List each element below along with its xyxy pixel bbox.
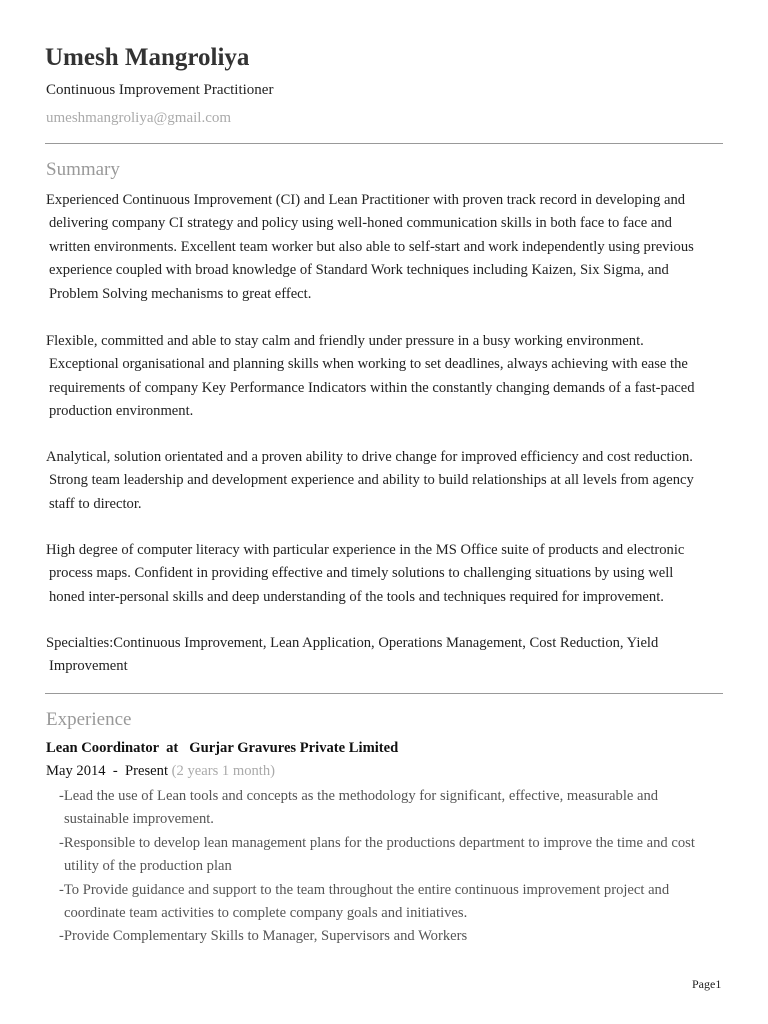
responsibility-line: sustainable improvement.	[64, 811, 214, 828]
text-line: experience coupled with broad knowledge of Standard Work techniques including Kaizen, Six Sigma, and	[49, 262, 669, 279]
text-line: Strong team leadership and development experience and ability to build relationships at all levels from agency	[49, 472, 694, 489]
summary-paragraph	[46, 446, 694, 516]
text-line: honed inter-personal skills and deep understanding of the tools and techniques required for improvement.	[49, 588, 664, 605]
summary-paragraph	[46, 189, 694, 306]
job-responsibilities	[59, 785, 695, 949]
responsibility-line: -To Provide guidance and support to the team throughout the entire continuous improvement project and	[59, 881, 670, 898]
summary-paragraph	[46, 539, 684, 609]
responsibility-line: -Provide Complementary Skills to Manager, Supervisors and Workers	[59, 928, 468, 945]
job-start-end: May 2014 - Present	[46, 763, 169, 779]
summary-heading: Summary	[46, 159, 120, 180]
text-line: Exceptional organisational and planning skills when working to set deadlines, always achieving with ease the	[49, 356, 688, 373]
page-number: Page1	[692, 977, 722, 991]
responsibility-line: coordinate team activities to complete company goals and initiatives.	[64, 905, 468, 922]
text-line: Analytical, solution orientated and a proven ability to drive change for improved efficiency and cost reduction.	[46, 449, 693, 465]
summary-paragraph	[46, 330, 695, 424]
job-dates	[46, 763, 275, 780]
text-line: Experienced Continuous Improvement (CI) and Lean Practitioner with proven track record in developing and	[46, 192, 686, 208]
summary-paragraph	[46, 632, 658, 679]
experience-heading: Experience	[46, 709, 132, 730]
divider	[45, 143, 723, 144]
candidate-title: Continuous Improvement Practitioner	[46, 82, 274, 98]
responsibility-line: -Responsible to develop lean management plans for the productions department to improve the time and cost	[59, 834, 695, 851]
text-line: High degree of computer literacy with particular experience in the MS Office suite of products and electronic	[46, 542, 685, 558]
text-line: process maps. Confident in providing effective and timely solutions to challenging situations by using well	[49, 565, 674, 582]
text-line: Improvement	[49, 658, 128, 675]
text-line: production environment.	[49, 403, 194, 420]
text-line: Specialties:Continuous Improvement, Lean Application, Operations Management, Cost Reduction, Yield	[46, 635, 659, 651]
text-line: delivering company CI strategy and policy using well-honed communication skills in both face to face and	[49, 215, 672, 232]
job-duration: (2 years 1 month)	[171, 763, 276, 779]
text-line: Problem Solving mechanisms to great effect.	[49, 285, 312, 302]
job-title: Lean Coordinator at Gurjar Gravures Private Limited	[46, 740, 399, 756]
candidate-email: umeshmangroliya@gmail.com	[46, 110, 232, 126]
divider	[45, 693, 723, 694]
text-line: written environments. Excellent team worker but also able to self-start and work independently using previous	[49, 238, 694, 255]
candidate-name: Umesh Mangroliya	[45, 44, 250, 71]
text-line: staff to director.	[49, 495, 142, 512]
text-line: requirements of company Key Performance Indicators within the constantly changing demands of a fast-paced	[49, 379, 695, 396]
responsibility-line: utility of the production plan	[64, 858, 232, 875]
responsibility-line: -Lead the use of Lean tools and concepts as the methodology for significant, effective, measurable and	[59, 788, 659, 804]
text-line: Flexible, committed and able to stay calm and friendly under pressure in a busy working environment.	[46, 333, 644, 349]
